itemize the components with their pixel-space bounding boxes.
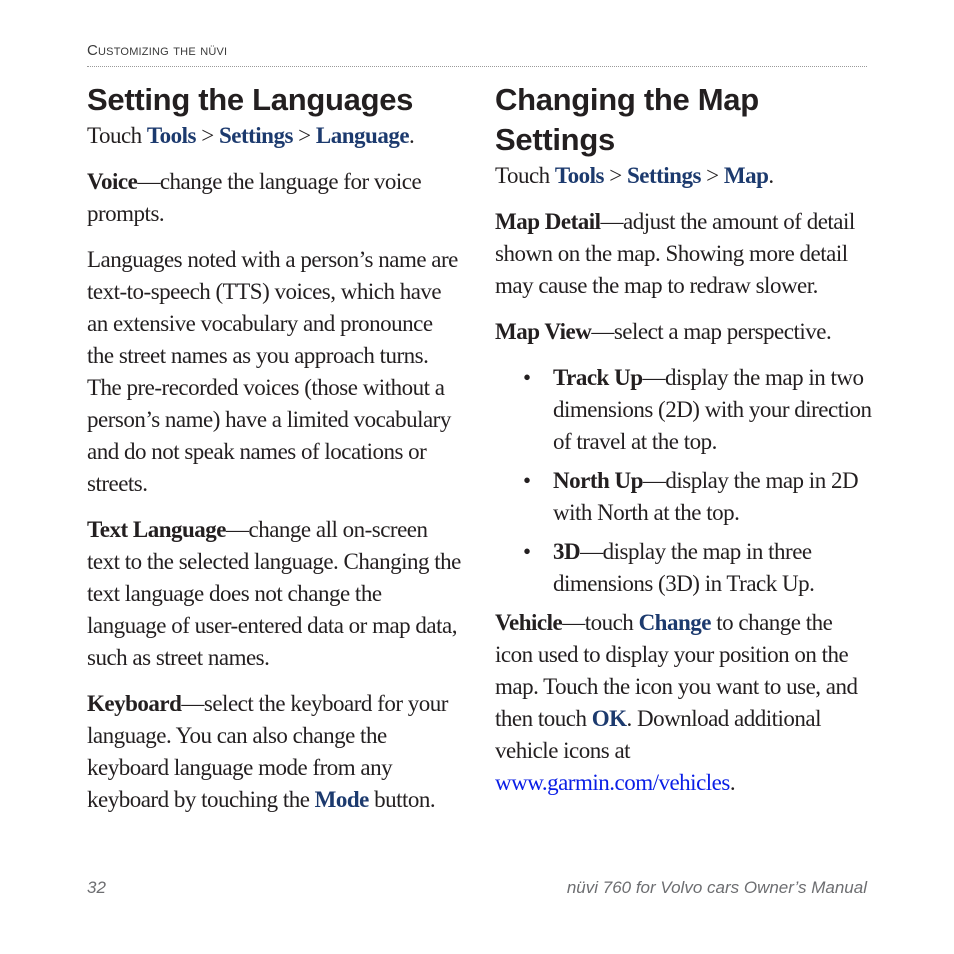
map-view-paragraph [495, 316, 875, 348]
map-view-options [495, 362, 875, 600]
vehicles-link[interactable]: www.garmin.com/vehicles [495, 770, 730, 795]
path-sep: > [195, 123, 219, 148]
ok-button-ref: OK [591, 706, 627, 731]
path-tools: Tools [146, 123, 196, 148]
term-text-language: Text Language [87, 517, 226, 542]
menu-path [495, 160, 875, 192]
map-view-desc: —select a map perspective. [591, 319, 832, 344]
path-language: Language [315, 123, 410, 148]
vehicle-end: . [729, 770, 736, 795]
map-detail-paragraph [495, 206, 875, 302]
term-track-up: Track Up [553, 365, 643, 390]
text-language-paragraph [87, 514, 462, 674]
north-up-desc: —display the map in 2D with North at the top. [553, 468, 859, 525]
bullet-icon: • [523, 539, 531, 564]
term-map-view: Map View [495, 319, 592, 344]
path-settings: Settings [626, 163, 701, 188]
header-rule [87, 66, 867, 67]
vehicle-desc: . Download additional vehicle icons at [495, 706, 822, 763]
keyboard-end: button. [368, 787, 436, 812]
right-column [495, 80, 875, 813]
path-prefix: Touch [495, 163, 555, 188]
running-head: Customizing the nüvi [87, 42, 228, 59]
tts-paragraph: Languages noted with a person’s name are text-to-speech (TTS) voices, which have an extensive vocabulary and pronounce the street names as you approach turns. The pre-recorded voices (those without a person’s name) have a limited vocabulary and do not speak names of locations or streets. [87, 247, 458, 496]
menu-path [87, 120, 462, 152]
list-item [495, 362, 875, 458]
track-up-desc: —display the map in two dimensions (2D) with your direction of travel at the top. [553, 365, 872, 454]
path-end: . [409, 123, 415, 148]
change-button-ref: Change [638, 610, 711, 635]
bullet-icon: • [523, 468, 531, 493]
vehicle-paragraph [495, 607, 875, 799]
list-item [495, 536, 875, 600]
mode-button-ref: Mode [314, 787, 369, 812]
path-end: . [768, 163, 774, 188]
bullet-icon: • [523, 365, 531, 390]
voice-desc: —change the language for voice prompts. [87, 169, 422, 226]
path-sep: > [603, 163, 627, 188]
section-heading-languages: Setting the Languages [87, 82, 414, 117]
term-keyboard: Keyboard [87, 691, 182, 716]
path-settings: Settings [218, 123, 293, 148]
path-tools: Tools [554, 163, 604, 188]
term-voice: Voice [87, 169, 138, 194]
term-map-detail: Map Detail [495, 209, 601, 234]
path-sep: > [292, 123, 316, 148]
page-number: 32 [87, 878, 106, 897]
map-detail-desc: —adjust the amount of detail shown on the map. Showing more detail may cause the map to redraw slower. [495, 209, 855, 298]
section-heading-map-settings: Changing the Map Settings [495, 82, 759, 157]
path-sep: > [700, 163, 724, 188]
path-map: Map [723, 163, 769, 188]
vehicle-desc: —touch [562, 610, 639, 635]
text-language-desc: —change all on-screen text to the selected language. Changing the text language does not change the language of user-entered data or map data, such as street names. [87, 517, 461, 670]
vehicle-desc: to change the icon used to display your position on the map. Touch the icon you want to use, and then touch [495, 610, 858, 731]
term-vehicle: Vehicle [495, 610, 563, 635]
term-3d: 3D [553, 539, 581, 564]
voice-paragraph [87, 166, 462, 230]
keyboard-paragraph [87, 688, 462, 816]
left-column [87, 80, 462, 830]
keyboard-desc: —select the keyboard for your language. You can also change the keyboard language mode from any keyboard by touching the [87, 691, 448, 812]
3d-desc: —display the map in three dimensions (3D) in Track Up. [553, 539, 815, 596]
path-prefix: Touch [87, 123, 147, 148]
manual-title: nüvi 760 for Volvo cars Owner’s Manual [566, 878, 867, 897]
list-item [495, 465, 875, 529]
term-north-up: North Up [553, 468, 643, 493]
